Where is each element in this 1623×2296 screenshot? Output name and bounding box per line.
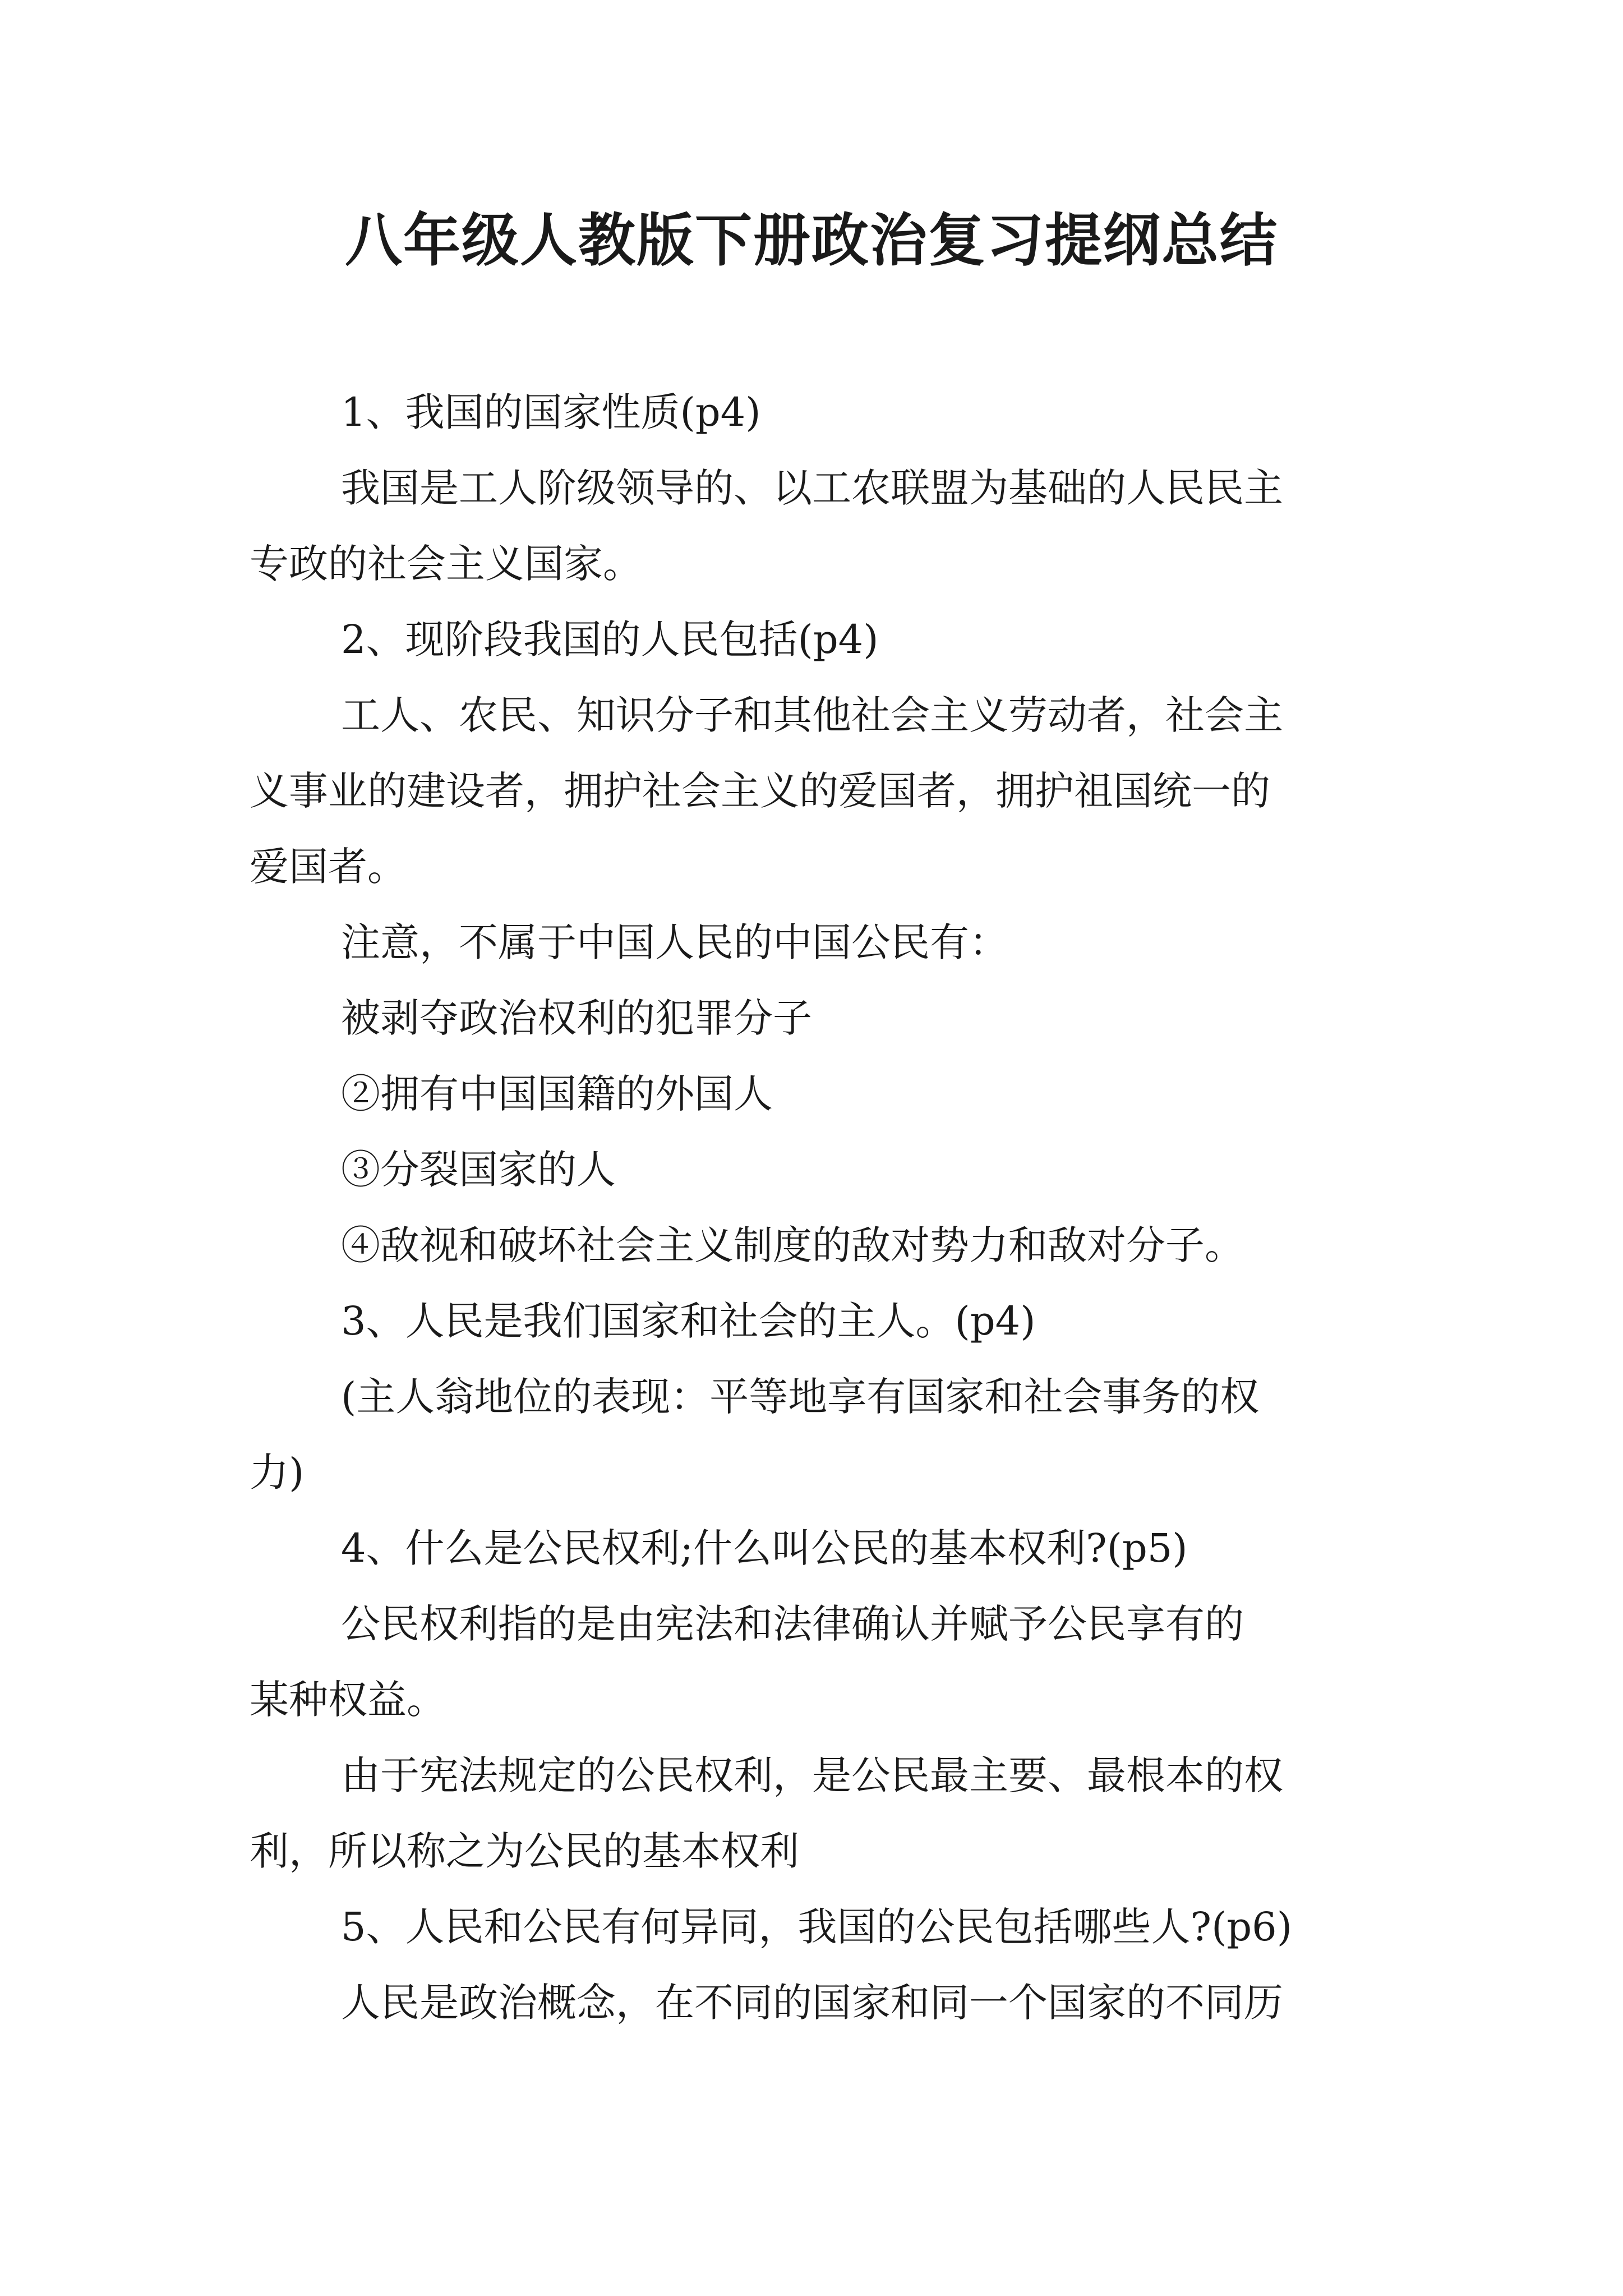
paragraph-line: 人民是政治概念，在不同的国家和同一个国家的不同历 xyxy=(341,1980,1283,2026)
paragraph-line: 由于宪法规定的公民权利，是公民最主要、最根本的权 xyxy=(341,1752,1283,1798)
list-item: ③分裂国家的人 xyxy=(341,1147,616,1193)
paragraph-line: 公民权利指的是由宪法和法律确认并赋予公民享有的 xyxy=(341,1601,1244,1647)
paragraph-line: (主人翁地位的表现：平等地享有国家和社会事务的权 xyxy=(341,1374,1260,1420)
paragraph-line: 我国是工人阶级领导的、以工农联盟为基础的人民民主 xyxy=(341,465,1283,511)
heading-3: 3、人民是我们国家和社会的主人。(p4) xyxy=(341,1298,1036,1344)
heading-5: 5、人民和公民有何异同，我国的公民包括哪些人?(p6) xyxy=(341,1904,1293,1950)
paragraph-line: 力) xyxy=(250,1450,305,1496)
paragraph-line: 某种权益。 xyxy=(250,1677,446,1723)
list-item: ④敌视和破坏社会主义制度的敌对势力和敌对分子。 xyxy=(341,1222,1244,1268)
heading-1: 1、我国的国家性质(p4) xyxy=(341,389,761,435)
paragraph-line: 专政的社会主义国家。 xyxy=(250,541,642,587)
paragraph-line: 义事业的建设者，拥护社会主义的爱国者，拥护祖国统一的 xyxy=(250,768,1270,814)
heading-4: 4、什么是公民权利;什么叫公民的基本权利?(p5) xyxy=(341,1525,1188,1571)
list-item: 被剥夺政治权利的犯罪分子 xyxy=(341,995,812,1041)
heading-2: 2、现阶段我国的人民包括(p4) xyxy=(341,616,879,662)
list-item: ②拥有中国国籍的外国人 xyxy=(341,1071,773,1117)
paragraph-line: 利，所以称之为公民的基本权利 xyxy=(250,1828,799,1874)
document-title: 八年级人教版下册政治复习提纲总结 xyxy=(345,208,1278,274)
paragraph-line: 工人、农民、知识分子和其他社会主义劳动者，社会主 xyxy=(341,692,1283,738)
paragraph-line: 爱国者。 xyxy=(250,844,407,890)
note-line: 注意，不属于中国人民的中国公民有： xyxy=(341,919,1008,965)
